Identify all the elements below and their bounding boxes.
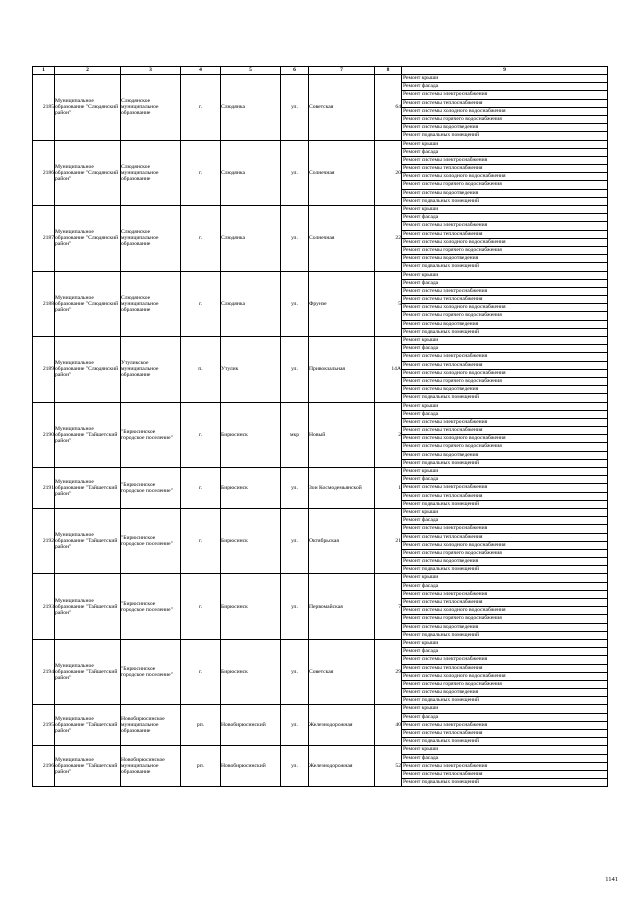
municipality-cell: Муниципальное образование "Тайшетский район" <box>55 639 121 705</box>
municipality-cell: Муниципальное образование "Слюдянский район" <box>55 271 121 337</box>
works-list-cell <box>402 271 608 337</box>
work-item: Ремонт фасада <box>402 648 607 656</box>
col-header-6: 6 <box>281 67 309 75</box>
table-row <box>33 746 608 787</box>
page-number: 1141 <box>605 876 618 883</box>
house-number-cell: 14А <box>375 337 402 403</box>
work-item: Ремонт крыши <box>402 705 607 713</box>
works-list-cell <box>402 75 608 141</box>
work-item: Ремонт системы теплоснабжения <box>402 665 607 673</box>
work-item: Ремонт системы холодного водоснабжения <box>402 173 607 181</box>
locality-name-cell: Слюдянка <box>221 271 281 337</box>
street-name-cell: Привокзальная <box>309 337 375 403</box>
municipality-cell: Муниципальное образование "Тайшетский район" <box>55 402 121 468</box>
work-item: Ремонт крыши <box>402 574 607 582</box>
work-item: Ремонт системы холодного водоснабжения <box>402 435 607 443</box>
table-row <box>33 639 608 705</box>
street-type-cell: ул. <box>281 140 309 206</box>
work-item: Ремонт подвальных помещений <box>403 328 480 335</box>
street-type-cell: ул. <box>281 75 309 141</box>
street-type-cell: ул. <box>281 639 309 705</box>
work-item: Ремонт крыши <box>402 206 607 214</box>
house-number-cell: 5 <box>375 271 402 337</box>
work-item: Ремонт фасада <box>402 411 607 419</box>
house-number-cell: 40 <box>375 705 402 746</box>
street-name-cell: Солнечная <box>309 206 375 272</box>
work-item: Ремонт подвальных помещений <box>403 500 480 507</box>
work-item: Ремонт системы электроснабжения <box>402 288 607 296</box>
work-item: Ремонт фасада <box>402 280 607 288</box>
work-item: Ремонт подвальных помещений <box>403 566 480 573</box>
work-item: Ремонт системы горячего водоснабжения <box>402 247 607 255</box>
col-header-1: 1 <box>33 67 55 75</box>
col-header-8: 8 <box>375 67 402 75</box>
header-row <box>33 67 608 75</box>
locality-type-cell: рп. <box>181 746 221 787</box>
locality-type-cell: г. <box>181 271 221 337</box>
table-row <box>33 468 608 509</box>
table-row <box>33 206 608 272</box>
settlement-cell: "Бирюсинское городское поселение" <box>121 574 181 640</box>
work-item: Ремонт фасада <box>402 83 607 91</box>
house-number-cell: 2 <box>375 402 402 468</box>
work-item: Ремонт фасада <box>402 755 607 763</box>
work-item: Ремонт фасада <box>402 583 607 591</box>
municipality-cell: Муниципальное образование "Слюдянский район" <box>55 140 121 206</box>
row-number: 2194 <box>33 639 55 705</box>
street-type-cell: мкр <box>281 402 309 468</box>
street-name-cell: Советская <box>309 639 375 705</box>
col-header-2: 2 <box>55 67 121 75</box>
locality-type-cell: г. <box>181 206 221 272</box>
work-item: Ремонт подвальных помещений <box>403 197 480 204</box>
work-item: Ремонт системы теплоснабжения <box>402 427 607 435</box>
locality-name-cell: Слюдянка <box>221 140 281 206</box>
work-item: Ремонт системы холодного водоснабжения <box>402 542 607 550</box>
work-item: Ремонт системы водоотведения <box>402 124 607 132</box>
settlement-cell: Слюдянское муниципальное образование <box>121 271 181 337</box>
house-number-cell: 64 <box>375 75 402 141</box>
municipality-cell: Муниципальное образование "Тайшетский район" <box>55 468 121 509</box>
work-item: Ремонт системы теплоснабжения <box>402 771 607 779</box>
house-number-cell: 29 <box>375 639 402 705</box>
row-number: 2193 <box>33 574 55 640</box>
table-row <box>33 271 608 337</box>
street-type-cell: ул. <box>281 271 309 337</box>
works-list-cell <box>402 574 608 640</box>
work-item: Ремонт системы холодного водоснабжения <box>402 108 607 116</box>
work-item: Ремонт системы электроснабжения <box>402 353 607 361</box>
work-item: Ремонт системы горячего водоснабжения <box>402 681 607 689</box>
work-item: Ремонт системы теплоснабжения <box>402 599 607 607</box>
locality-name-cell: Новобирюсинский <box>221 705 281 746</box>
work-item: Ремонт системы теплоснабжения <box>402 100 607 108</box>
work-item: Ремонт системы холодного водоснабжения <box>402 673 607 681</box>
street-type-cell: ул. <box>281 468 309 509</box>
table-row <box>33 75 608 141</box>
locality-type-cell: г. <box>181 508 221 574</box>
settlement-cell: "Бирюсинское городское поселение" <box>121 508 181 574</box>
work-item: Ремонт системы электроснабжения <box>402 222 607 230</box>
work-item: Ремонт крыши <box>402 272 607 280</box>
works-list-cell <box>402 468 608 509</box>
work-item: Ремонт системы горячего водоснабжения <box>402 378 607 386</box>
work-item: Ремонт подвальных помещений <box>403 459 480 466</box>
work-item: Ремонт системы холодного водоснабжения <box>402 304 607 312</box>
works-list-cell <box>402 140 608 206</box>
table-row <box>33 337 608 403</box>
work-item: Ремонт подвальных помещений <box>403 631 480 638</box>
locality-type-cell: г. <box>181 639 221 705</box>
street-type-cell: ул. <box>281 508 309 574</box>
work-item: Ремонт системы теплоснабжения <box>402 231 607 239</box>
work-item: Ремонт подвальных помещений <box>403 132 480 139</box>
street-name-cell: Железнодорожная <box>309 705 375 746</box>
work-item: Ремонт крыши <box>402 640 607 648</box>
locality-name-cell: Бирюсинск <box>221 402 281 468</box>
settlement-cell: Слюдянское муниципальное образование <box>121 140 181 206</box>
house-number-cell: 20 <box>375 140 402 206</box>
house-number-cell: 52 <box>375 746 402 787</box>
settlement-cell: Утуликское муниципальное образование <box>121 337 181 403</box>
col-header-9: 9 <box>402 67 608 75</box>
registry-table <box>32 66 608 787</box>
work-item: Ремонт системы электроснабжения <box>402 484 607 492</box>
work-item: Ремонт системы водоотведения <box>402 190 607 198</box>
settlement-cell: Слюдянское муниципальное образование <box>121 75 181 141</box>
municipality-cell: Муниципальное образование "Тайшетский район" <box>55 746 121 787</box>
street-name-cell: Зои Космодемьянской <box>309 468 375 509</box>
settlement-cell: "Бирюсинское городское поселение" <box>121 402 181 468</box>
street-type-cell: ул. <box>281 705 309 746</box>
municipality-cell: Муниципальное образование "Тайшетский район" <box>55 574 121 640</box>
locality-type-cell: п. <box>181 337 221 403</box>
locality-name-cell: Бирюсинск <box>221 574 281 640</box>
work-item: Ремонт системы электроснабжения <box>402 763 607 771</box>
work-item: Ремонт фасада <box>402 214 607 222</box>
street-name-cell: Солнечная <box>309 140 375 206</box>
street-type-cell: ул. <box>281 337 309 403</box>
street-type-cell: ул. <box>281 746 309 787</box>
work-item: Ремонт фасада <box>402 517 607 525</box>
work-item: Ремонт системы теплоснабжения <box>402 493 607 501</box>
street-name-cell: Фрунзе <box>309 271 375 337</box>
work-item: Ремонт крыши <box>402 337 607 345</box>
work-item: Ремонт подвальных помещений <box>403 738 480 745</box>
work-item: Ремонт системы горячего водоснабжения <box>402 550 607 558</box>
col-header-3: 3 <box>121 67 181 75</box>
work-item: Ремонт системы электроснабжения <box>402 656 607 664</box>
work-item: Ремонт системы водоотведения <box>402 255 607 263</box>
work-item: Ремонт системы теплоснабжения <box>402 165 607 173</box>
col-header-4: 4 <box>181 67 221 75</box>
work-item: Ремонт системы горячего водоснабжения <box>402 615 607 623</box>
work-item: Ремонт системы теплоснабжения <box>402 296 607 304</box>
house-number-cell: 22 <box>375 206 402 272</box>
street-name-cell: Октябрьская <box>309 508 375 574</box>
locality-name-cell: Бирюсинск <box>221 639 281 705</box>
work-item: Ремонт системы электроснабжения <box>402 91 607 99</box>
work-item: Ремонт системы теплоснабжения <box>402 730 607 738</box>
work-item: Ремонт системы горячего водоснабжения <box>402 443 607 451</box>
locality-name-cell: Бирюсинск <box>221 508 281 574</box>
street-type-cell: ул. <box>281 206 309 272</box>
row-number: 2196 <box>33 746 55 787</box>
settlement-cell: Новобирюсинское муниципальное образование <box>121 746 181 787</box>
work-item: Ремонт системы водоотведения <box>402 689 607 697</box>
locality-name-cell: Слюдянка <box>221 206 281 272</box>
work-item: Ремонт системы электроснабжения <box>402 157 607 165</box>
locality-name-cell: Новобирюсинский <box>221 746 281 787</box>
table-row <box>33 508 608 574</box>
col-header-7: 7 <box>309 67 375 75</box>
works-list-cell <box>402 639 608 705</box>
works-list-cell <box>402 746 608 787</box>
street-name-cell: Новый <box>309 402 375 468</box>
row-number: 2185 <box>33 75 55 141</box>
work-item: Ремонт системы холодного водоснабжения <box>402 370 607 378</box>
house-number-cell: 21 <box>375 508 402 574</box>
work-item: Ремонт фасада <box>402 476 607 484</box>
work-item: Ремонт фасада <box>402 714 607 722</box>
work-item: Ремонт системы теплоснабжения <box>402 362 607 370</box>
work-item: Ремонт крыши <box>402 403 607 411</box>
row-number: 2188 <box>33 271 55 337</box>
municipality-cell: Муниципальное образование "Слюдянский район" <box>55 337 121 403</box>
locality-type-cell: г. <box>181 468 221 509</box>
locality-name-cell: Утулик <box>221 337 281 403</box>
work-item: Ремонт фасада <box>402 345 607 353</box>
work-item: Ремонт крыши <box>402 509 607 517</box>
street-name-cell: Советская <box>309 75 375 141</box>
house-number-cell: 7 <box>375 574 402 640</box>
work-item: Ремонт системы теплоснабжения <box>402 534 607 542</box>
street-type-cell: ул. <box>281 574 309 640</box>
locality-type-cell: г. <box>181 402 221 468</box>
municipality-cell: Муниципальное образование "Тайшетский район" <box>55 705 121 746</box>
locality-name-cell: Слюдянка <box>221 75 281 141</box>
locality-type-cell: рп. <box>181 705 221 746</box>
locality-name-cell: Бирюсинск <box>221 468 281 509</box>
works-list-cell <box>402 206 608 272</box>
row-number: 2189 <box>33 337 55 403</box>
work-item: Ремонт системы горячего водоснабжения <box>402 312 607 320</box>
work-item: Ремонт системы горячего водоснабжения <box>402 181 607 189</box>
row-number: 2190 <box>33 402 55 468</box>
street-name-cell: Первомайская <box>309 574 375 640</box>
table-row <box>33 705 608 746</box>
work-item: Ремонт подвальных помещений <box>403 394 480 401</box>
work-item: Ремонт системы водоотведения <box>402 321 607 329</box>
table-row <box>33 574 608 640</box>
municipality-cell: Муниципальное образование "Тайшетский район" <box>55 508 121 574</box>
works-list-cell <box>402 705 608 746</box>
row-number: 2186 <box>33 140 55 206</box>
work-item: Ремонт системы водоотведения <box>402 558 607 566</box>
work-item: Ремонт системы горячего водоснабжения <box>402 116 607 124</box>
table-row <box>33 140 608 206</box>
work-item: Ремонт подвальных помещений <box>403 697 480 704</box>
col-header-5: 5 <box>221 67 281 75</box>
works-list-cell <box>402 337 608 403</box>
table-row <box>33 402 608 468</box>
locality-type-cell: г. <box>181 574 221 640</box>
work-item: Ремонт системы электроснабжения <box>402 722 607 730</box>
settlement-cell: Новобирюсинское муниципальное образование <box>121 705 181 746</box>
works-list-cell <box>402 508 608 574</box>
work-item: Ремонт крыши <box>402 468 607 476</box>
work-item: Ремонт подвальных помещений <box>403 779 480 786</box>
work-item: Ремонт крыши <box>402 141 607 149</box>
settlement-cell: "Бирюсинское городское поселение" <box>121 639 181 705</box>
house-number-cell: 1 <box>375 468 402 509</box>
work-item: Ремонт системы холодного водоснабжения <box>402 239 607 247</box>
settlement-cell: Слюдянское муниципальное образование <box>121 206 181 272</box>
work-item: Ремонт системы холодного водоснабжения <box>402 607 607 615</box>
work-item: Ремонт крыши <box>402 746 607 754</box>
municipality-cell: Муниципальное образование "Слюдянский район" <box>55 206 121 272</box>
locality-type-cell: г. <box>181 75 221 141</box>
work-item: Ремонт системы водоотведения <box>402 386 607 394</box>
work-item: Ремонт системы электроснабжения <box>402 419 607 427</box>
row-number: 2191 <box>33 468 55 509</box>
work-item: Ремонт фасада <box>402 149 607 157</box>
locality-type-cell: г. <box>181 140 221 206</box>
work-item: Ремонт системы электроснабжения <box>402 525 607 533</box>
work-item: Ремонт системы электроснабжения <box>402 591 607 599</box>
municipality-cell: Муниципальное образование "Слюдянский район" <box>55 75 121 141</box>
row-number: 2195 <box>33 705 55 746</box>
works-list-cell <box>402 402 608 468</box>
row-number: 2192 <box>33 508 55 574</box>
work-item: Ремонт системы водоотведения <box>402 452 607 460</box>
street-name-cell: Железнодорожная <box>309 746 375 787</box>
work-item: Ремонт подвальных помещений <box>403 263 480 270</box>
work-item: Ремонт крыши <box>402 75 607 83</box>
row-number: 2187 <box>33 206 55 272</box>
settlement-cell: "Бирюсинское городское поселение" <box>121 468 181 509</box>
work-item: Ремонт системы водоотведения <box>402 624 607 632</box>
